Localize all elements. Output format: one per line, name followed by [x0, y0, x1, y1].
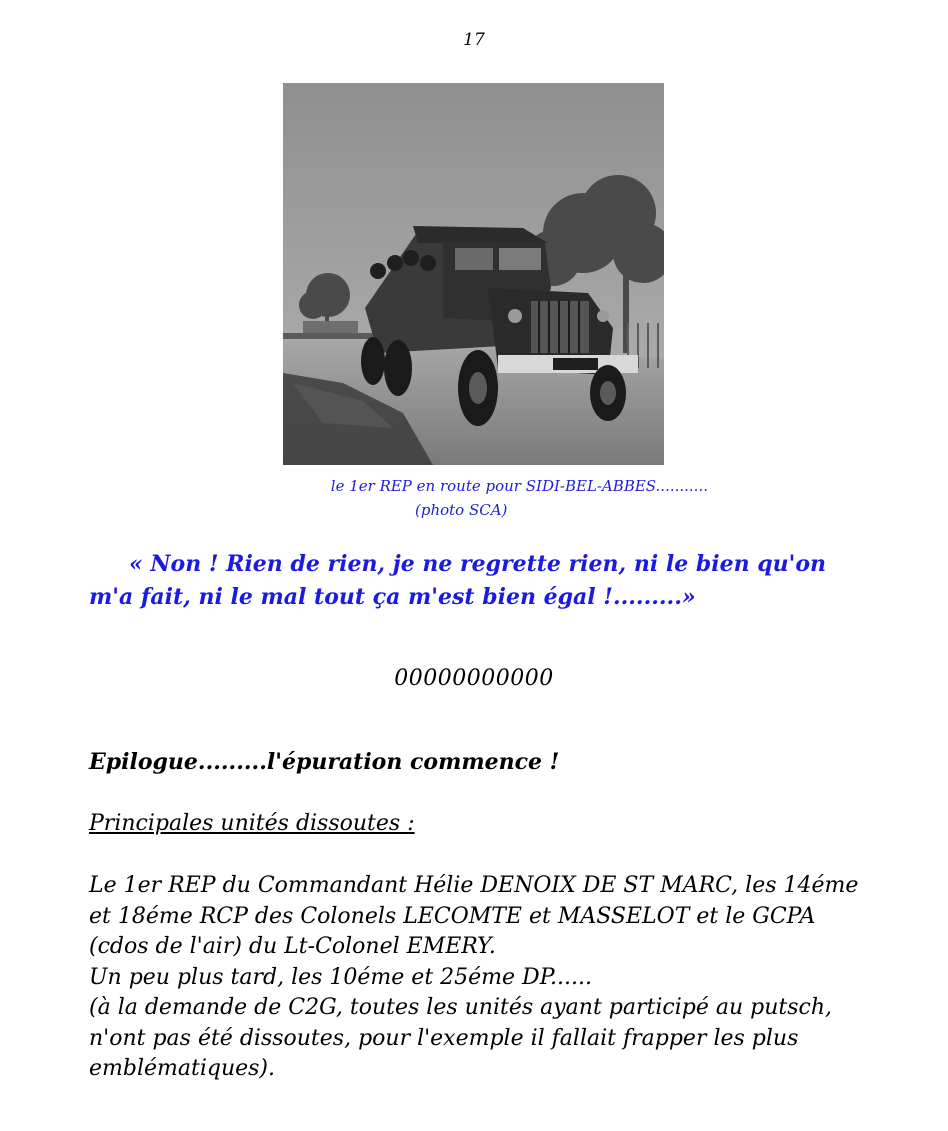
caption-line-2: (photo SCA): [415, 501, 508, 519]
photo-caption: [240, 474, 708, 522]
truck-photo-illustration: [283, 83, 664, 465]
paragraph-later: Un peu plus tard, les 10éme et 25éme DP......: [89, 964, 592, 990]
paragraph-note: (à la demande de C2G, toutes les unités ayant participé au putsch, n'ont pas été dissoutes, pour l'exemple il fallait frapper les plus emblématiques).: [89, 995, 832, 1081]
paragraph-units: Le 1er REP du Commandant Hélie DENOIX DE ST MARC, les 14éme et 18éme RCP des Colonels LECOMTE et MASSELOT et le GCPA (cdos de l'air) du Lt-Colonel EMERY.: [89, 873, 859, 959]
epilogue-title: Epilogue.........l'épuration commence !: [89, 749, 560, 775]
song-quote: « Non ! Rien de rien, je ne regrette rien, ni le bien qu'on m'a fait, ni le mal tout ça m'est bien égal !.........»: [89, 551, 827, 610]
section-separator: 00000000000: [394, 666, 554, 691]
epilogue-body: [89, 871, 869, 1085]
caption-line-1: le 1er REP en route pour SIDI-BEL-ABBES...........: [330, 477, 708, 495]
dissolved-units-heading: Principales unités dissoutes :: [89, 811, 415, 836]
page-number: 17: [463, 30, 485, 50]
army-truck-photo: [283, 83, 664, 465]
